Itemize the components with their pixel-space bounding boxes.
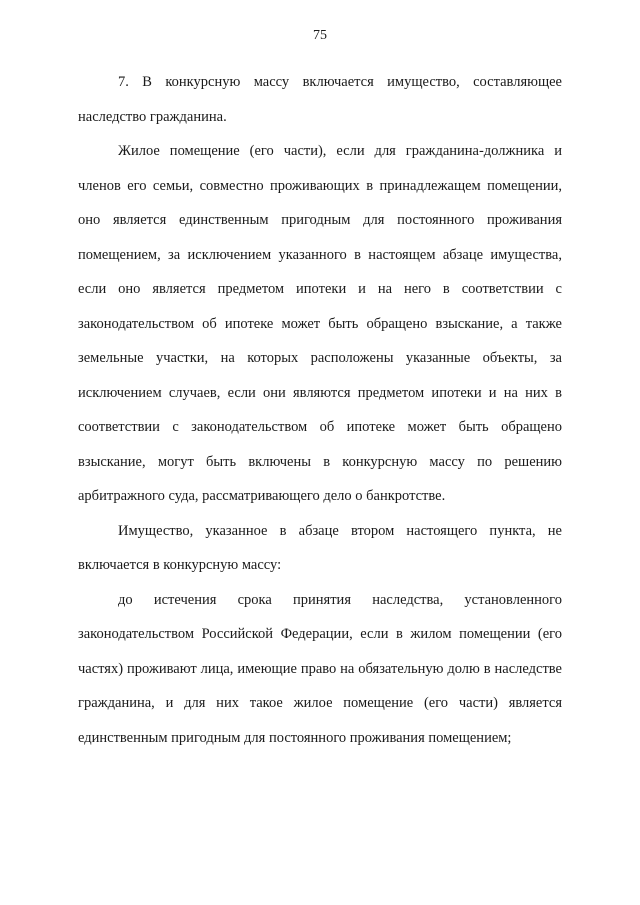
- paragraph-residential-premises: Жилое помещение (его части), если для гражданина-должника и членов его семьи, совместно проживающих в принадлежащем помещении, оно является единственным пригодным для постоянного проживания помещением, за исключением указанного в настоящем абзаце имущества, если оно является предметом ипотеки и на него в соответствии с законодательством об ипотеке может быть обращено взыскание, а также земельные участки, на которых расположены указанные объекты, за исключением случаев, если они являются предметом ипотеки и на них в соответствии с законодательством об ипотеке может быть обращено взыскание, могут быть включены в конкурсную массу по решению арбитражного суда, рассматривающего дело о банкротстве.: [78, 143, 562, 504]
- paragraph-exclusion: Имущество, указанное в абзаце втором настоящего пункта, не включается в конкурсную массу:: [78, 522, 562, 573]
- page-number: 75: [313, 28, 327, 43]
- paragraph-inheritance-term: до истечения срока принятия наследства, установленного законодательством Российской Федерации, если в жилом помещении (его частях) проживают лица, имеющие право на обязательную долю в наследстве гражданина, и для них такое жилое помещение (его части) является единственным пригодным для постоянного проживания помещением;: [78, 591, 562, 746]
- paragraph-property-inheritance: 7. В конкурсную массу включается имущество, составляющее наследство гражданина.: [78, 74, 562, 125]
- document-body: [78, 65, 562, 755]
